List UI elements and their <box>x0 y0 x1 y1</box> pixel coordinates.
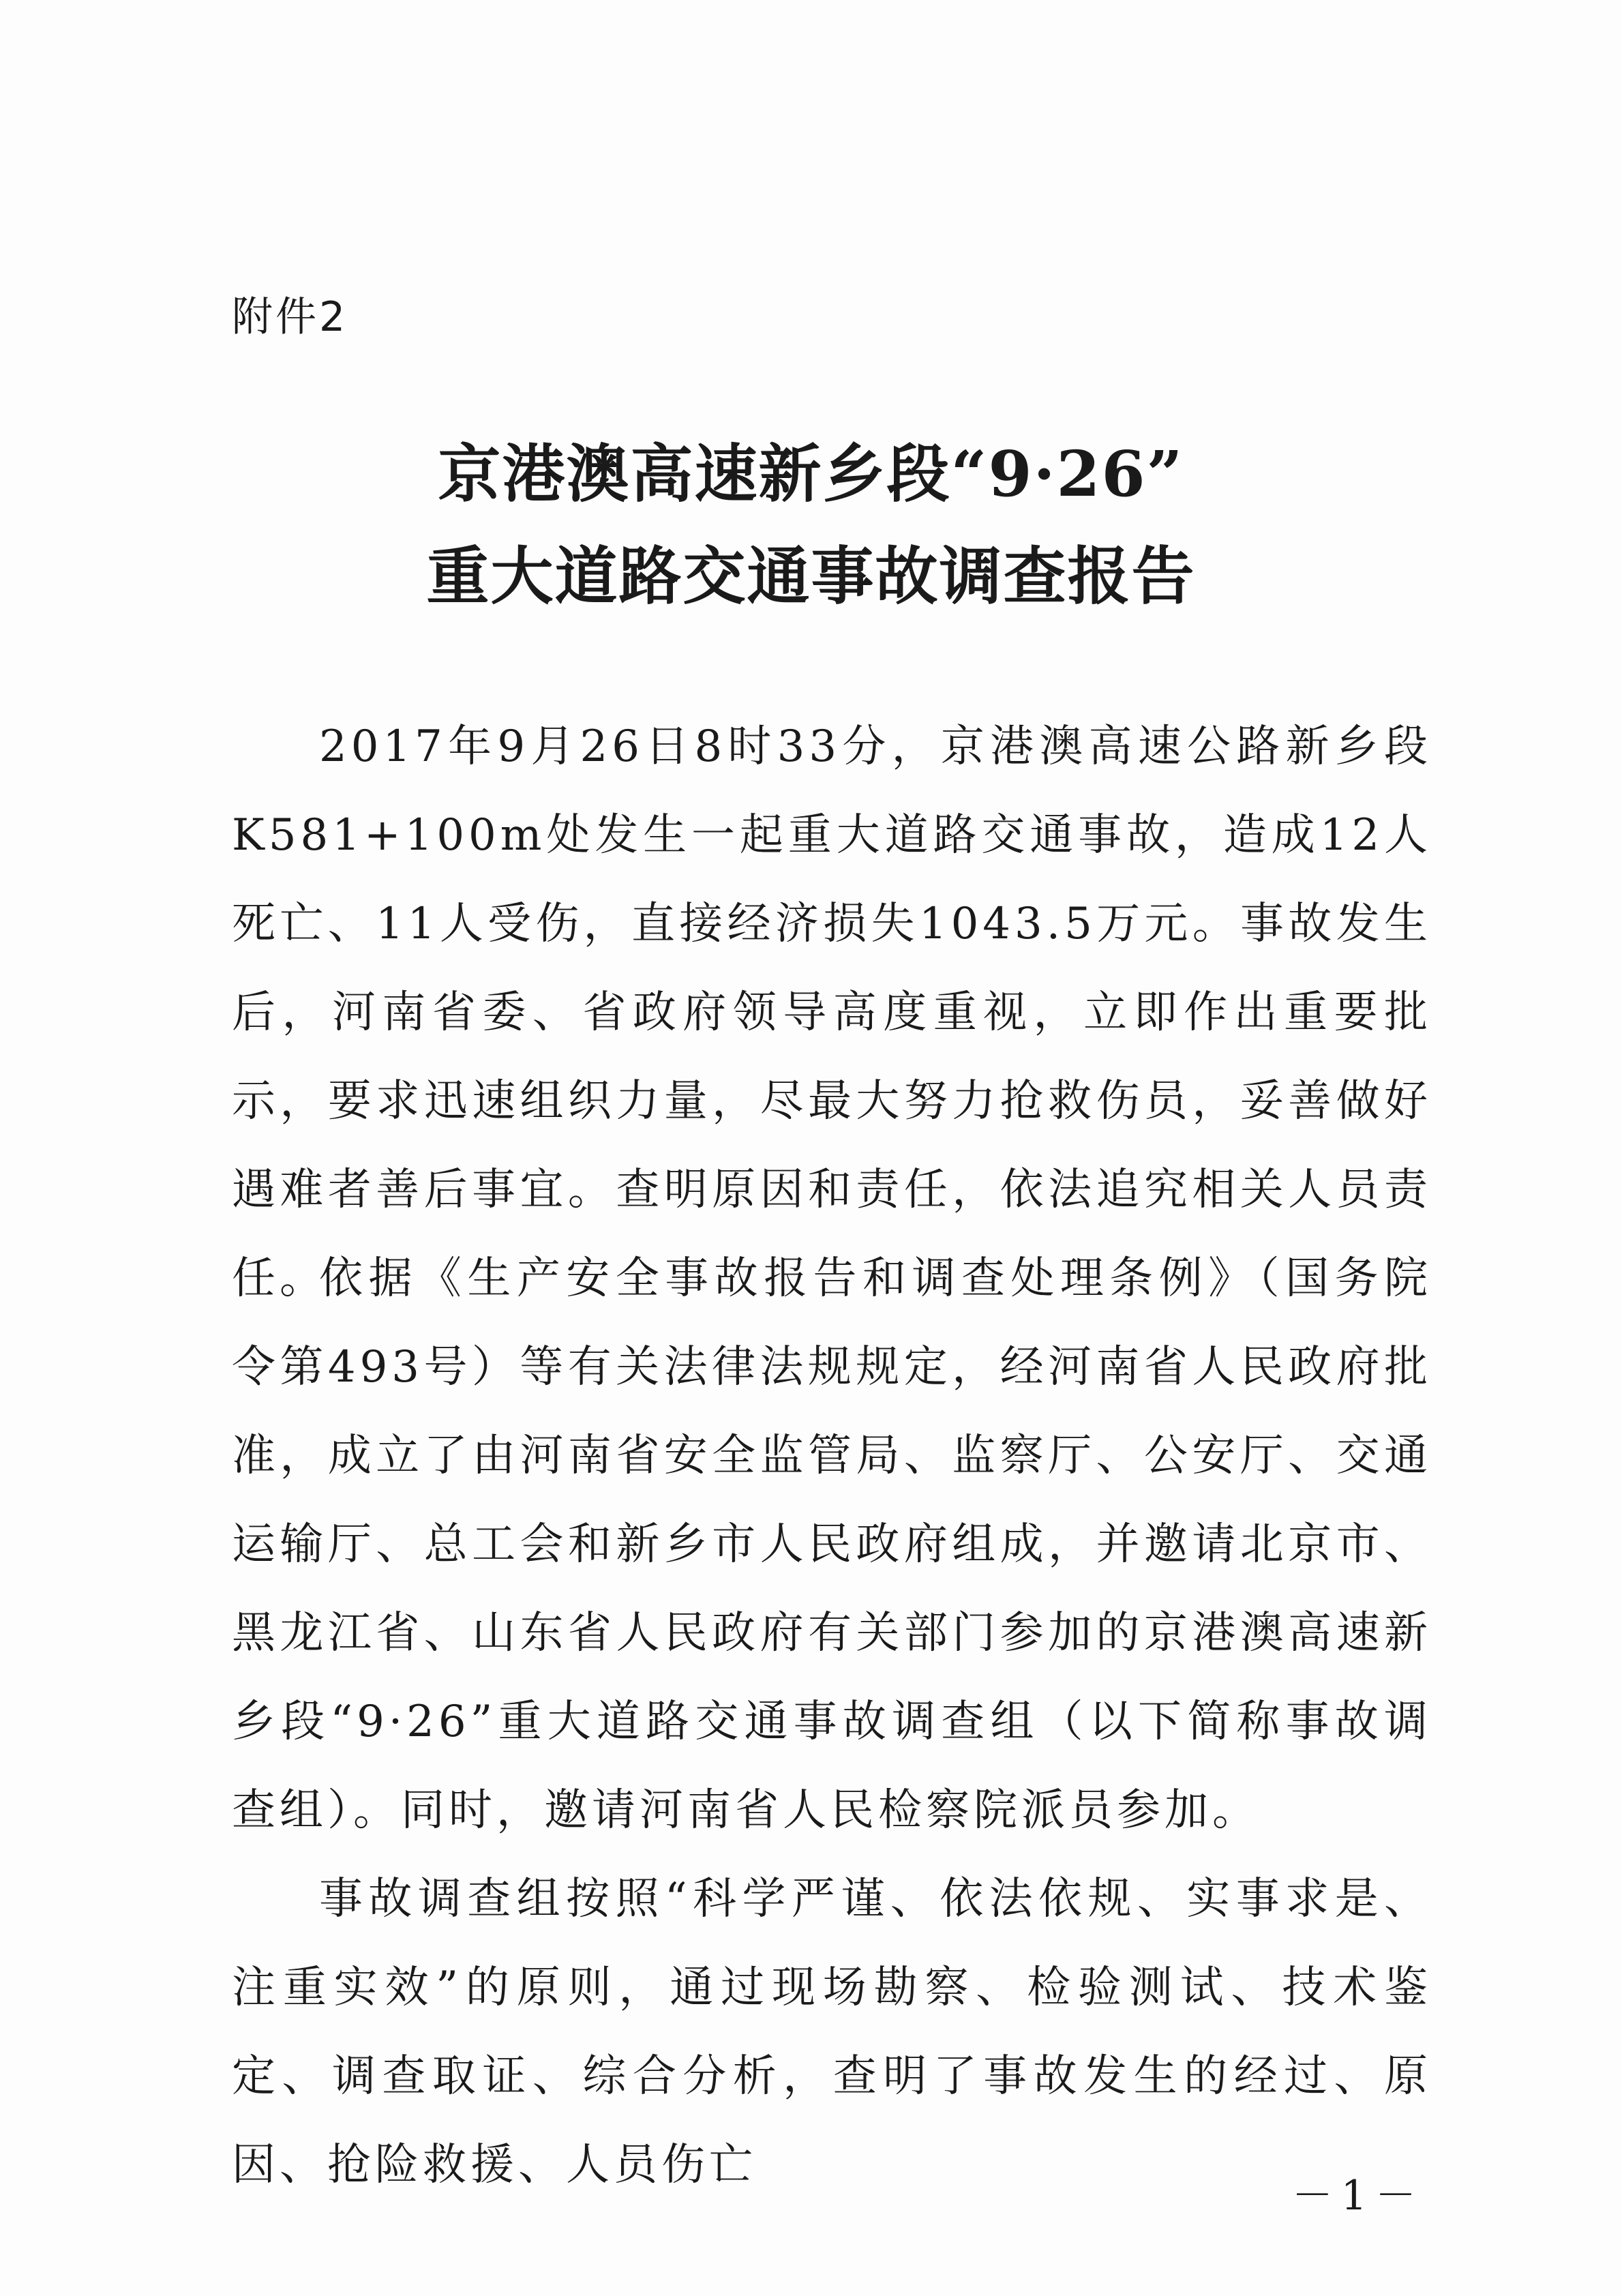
body-paragraph-2 <box>232 1234 1432 1855</box>
report-title-line-2: 重大道路交通事故调查报告 <box>426 539 1196 613</box>
page-number: －1－ <box>1291 2172 1424 2220</box>
paragraph-text: 依据《生产安全事故报告和调查处理条例》（国务院令第493号）等有关法律法规规定，经河南省人民政府批准，成立了由河南省安全监管局、监察厅、公安厅、交通运输厅、总工会和新乡市人民政府组成，并邀请北京市、黑龙江省、山东省人民政府有关部门参加的京港澳高速新乡段“9·26”重大道路交通事故调查组（以下简称事故调查组）。同时，邀请河南省人民检察院派员参加。 <box>232 1253 1432 1836</box>
paragraph-text: 事故调查组按照“科学严谨、依法依规、实事求是、注重实效”的原则，通过现场勘察、检验测试、技术鉴定、调查取证、综合分析，查明了事故发生的经过、原因、抢险救援、人员伤亡 <box>232 1874 1432 2190</box>
body-paragraph-3 <box>232 1855 1432 2209</box>
attachment-label: 附件2 <box>232 293 348 341</box>
body-paragraph-1 <box>232 702 1432 1323</box>
paragraph-text: 2017年9月26日8时33分，京港澳高速公路新乡段K581+100m处发生一起重大道路交通事故，造成12人死亡、11人受伤，直接经济损失1043.5万元。事故发生后，河南省委、省政府领导高度重视，立即作出重要批示，要求迅速组织力量，尽最大努力抢救伤员，妥善做好遇难者善后事宜。查明原因和责任，依法追究相关人员责任。 <box>232 721 1432 1304</box>
report-title-line-1: 京港澳高速新乡段“9·26” <box>438 437 1184 511</box>
